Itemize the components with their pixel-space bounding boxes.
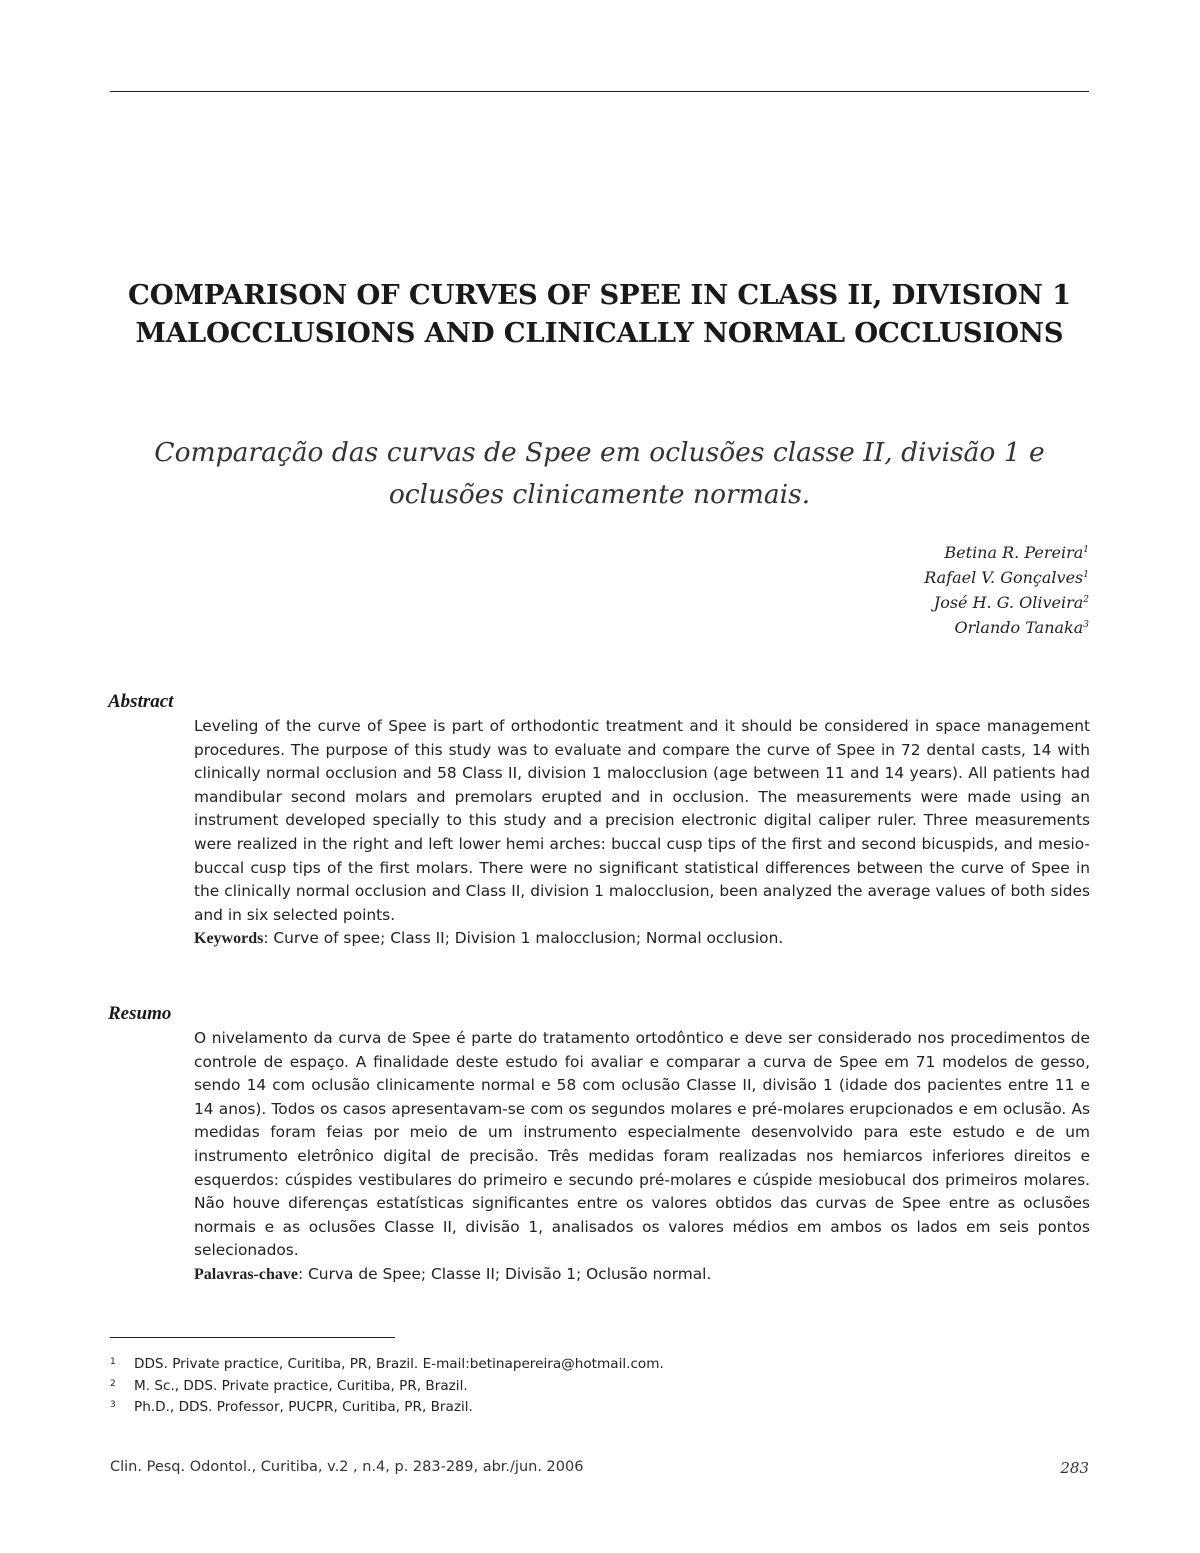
author: Orlando Tanaka$^3$	[954, 618, 1089, 637]
footnotes	[110, 1354, 1010, 1419]
footnote-rule	[110, 1337, 395, 1338]
top-rule	[110, 91, 1089, 92]
keywords-label: Keywords	[194, 930, 264, 948]
footnote: 2 M. Sc., DDS. Private practice, Curitiba, PR, Brazil.	[110, 1377, 468, 1394]
footnote: 3 Ph.D., DDS. Professor, PUCPR, Curitiba, PR, Brazil.	[110, 1399, 473, 1415]
palavras-chave-label: Palavras-chave	[194, 1265, 298, 1283]
resumo-body	[194, 1027, 1090, 1287]
keywords-text: : Curve of spee; Class II; Division 1 malocclusion; Normal occlusion.	[263, 929, 784, 948]
journal-citation: Clin. Pesq. Odontol., Curitiba, v.2 , n.4, p. 283-289, abr./jun. 2006	[110, 1459, 584, 1475]
author: José H. G. Oliveira$^2$	[933, 593, 1089, 612]
abstract-body	[194, 715, 1090, 951]
article-subtitle: Comparação das curvas de Spee em oclusões classe II, divisão 1 e oclusões clinicamente normais.	[154, 437, 1045, 510]
abstract-heading: Abstract	[108, 691, 174, 712]
abstract-text: Leveling of the curve of Spee is part of orthodontic treatment and it should be considered in space management procedures. The purpose of this study was to evaluate and compare the curve of Spee in 72 dental casts, 14 with clinically normal occlusion and 58 Class II, division 1 malocclusion (age between 11 and 14 years). All patients had mandibular second molars and premolars erupted and in occlusion. The measurements were made using an instrument developed specially to this study and a precision electronic digital caliper ruler. Three measurements were realized in the right and left lower hemi arches: buccal cusp tips of the first and second bicuspids, and mesio-buccal cusp tips of the first molars. There were no significant statistical differences between the curve of Spee in the clinically normal occlusion and Class II, division 1 malocclusion, been analyzed the average values of both sides and in six selected points.	[194, 717, 1090, 924]
article-title: COMPARISON OF CURVES OF SPEE IN CLASS II, DIVISION 1 MALOCCLUSIONS AND CLINICALLY NORMAL OCCLUSIONS	[128, 279, 1071, 349]
author: Rafael V. Gonçalves$^1$	[924, 568, 1089, 587]
page-number: 283	[1060, 1459, 1089, 1477]
resumo-text: O nivelamento da curva de Spee é parte do tratamento ortodôntico e deve ser considerado nos procedimentos de controle de espaço. A finalidade deste estudo foi avaliar e comparar a curva de Spee em 71 modelos de gesso, sendo 14 com oclusão clinicamente normal e 58 com oclusão Classe II, divisão 1 (idade dos pacientes entre 11 e 14 anos). Todos os casos apresentavam-se com os segundos molares e pré-molares erupcionados e em oclusão. As medidas foram feias por meio de um instrumento especialmente desenvolvido para este estudo e de um instrumento eletrônico digital de precisão. Três medidas foram realizadas nos hemiarcos inferiores direitos e esquerdos: cúspides vestibulares do primeiro e secundo pré-molares e cúspide mesiobucal dos primeiros molares. Não houve diferenças estatísticas significantes entre os valores obtidos das curvas de Spee entre as oclusões normais e as oclusões Classe II, divisão 1, analisados os valores médios em ambos os lados em seis pontos selecionados.	[194, 1029, 1090, 1260]
author-list	[924, 540, 1089, 640]
author: Betina R. Pereira$^1$	[944, 543, 1089, 562]
abstract-keywords	[194, 929, 783, 947]
palavras-chave-text: : Curva de Spee; Classe II; Divisão 1; Oclusão normal.	[297, 1264, 712, 1283]
footnote: 1 DDS. Private practice, Curitiba, PR, Brazil. E-mail:betinapereira@hotmail.com.	[110, 1356, 664, 1372]
resumo-keywords	[194, 1265, 711, 1283]
resumo-heading: Resumo	[108, 1003, 172, 1024]
